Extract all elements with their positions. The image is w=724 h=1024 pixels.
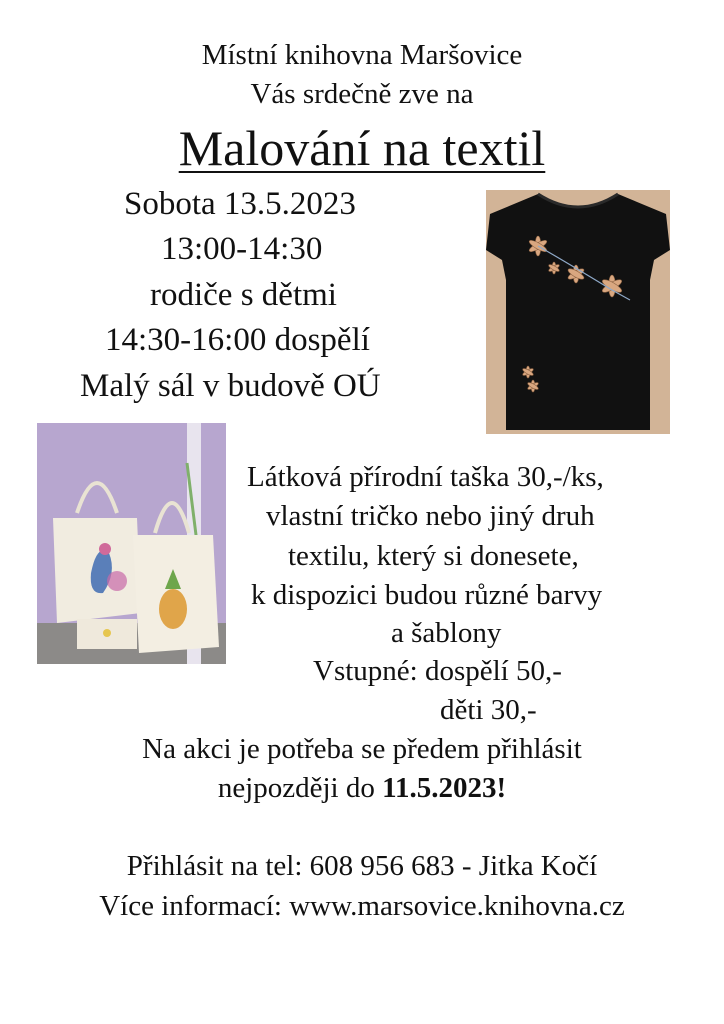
event-date: Sobota 13.5.2023: [124, 186, 356, 222]
event-title: Malování na textil: [178, 120, 546, 176]
audience-children: rodiče s dětmi: [150, 277, 337, 313]
registration-line: Na akci je potřeba se předem přihlásit: [142, 733, 582, 765]
library-name: Místní knihovna Maršovice: [201, 39, 523, 71]
details-line-4: k dispozici budou různé barvy: [251, 579, 603, 611]
details-line-3: textilu, který si donesete,: [288, 540, 579, 572]
tshirt-photo: [486, 190, 670, 434]
invite-line: Vás srdečně zve na: [250, 78, 474, 110]
details-line-5: a šablony: [391, 617, 502, 649]
deadline-prefix: nejpozději do: [217, 772, 375, 804]
time-adults: 14:30-16:00 dospělí: [105, 322, 370, 358]
fee-children: děti 30,-: [440, 694, 537, 726]
bags-photo: [37, 423, 226, 664]
details-line-2: vlastní tričko nebo jiný druh: [266, 500, 595, 532]
details-line-1: Látková přírodní taška 30,-/ks,: [247, 461, 604, 493]
time-children: 13:00-14:30: [161, 231, 323, 267]
deadline-date: 11.5.2023!: [382, 772, 507, 804]
event-venue: Malý sál v budově OÚ: [80, 368, 381, 404]
contact-web: Více informací: www.marsovice.knihovna.cz: [99, 890, 625, 922]
fee-adults: Vstupné: dospělí 50,-: [313, 655, 562, 687]
contact-phone: Přihlásit na tel: 608 956 683 - Jitka Kočí: [126, 850, 598, 882]
registration-deadline-line: [0, 770, 724, 806]
